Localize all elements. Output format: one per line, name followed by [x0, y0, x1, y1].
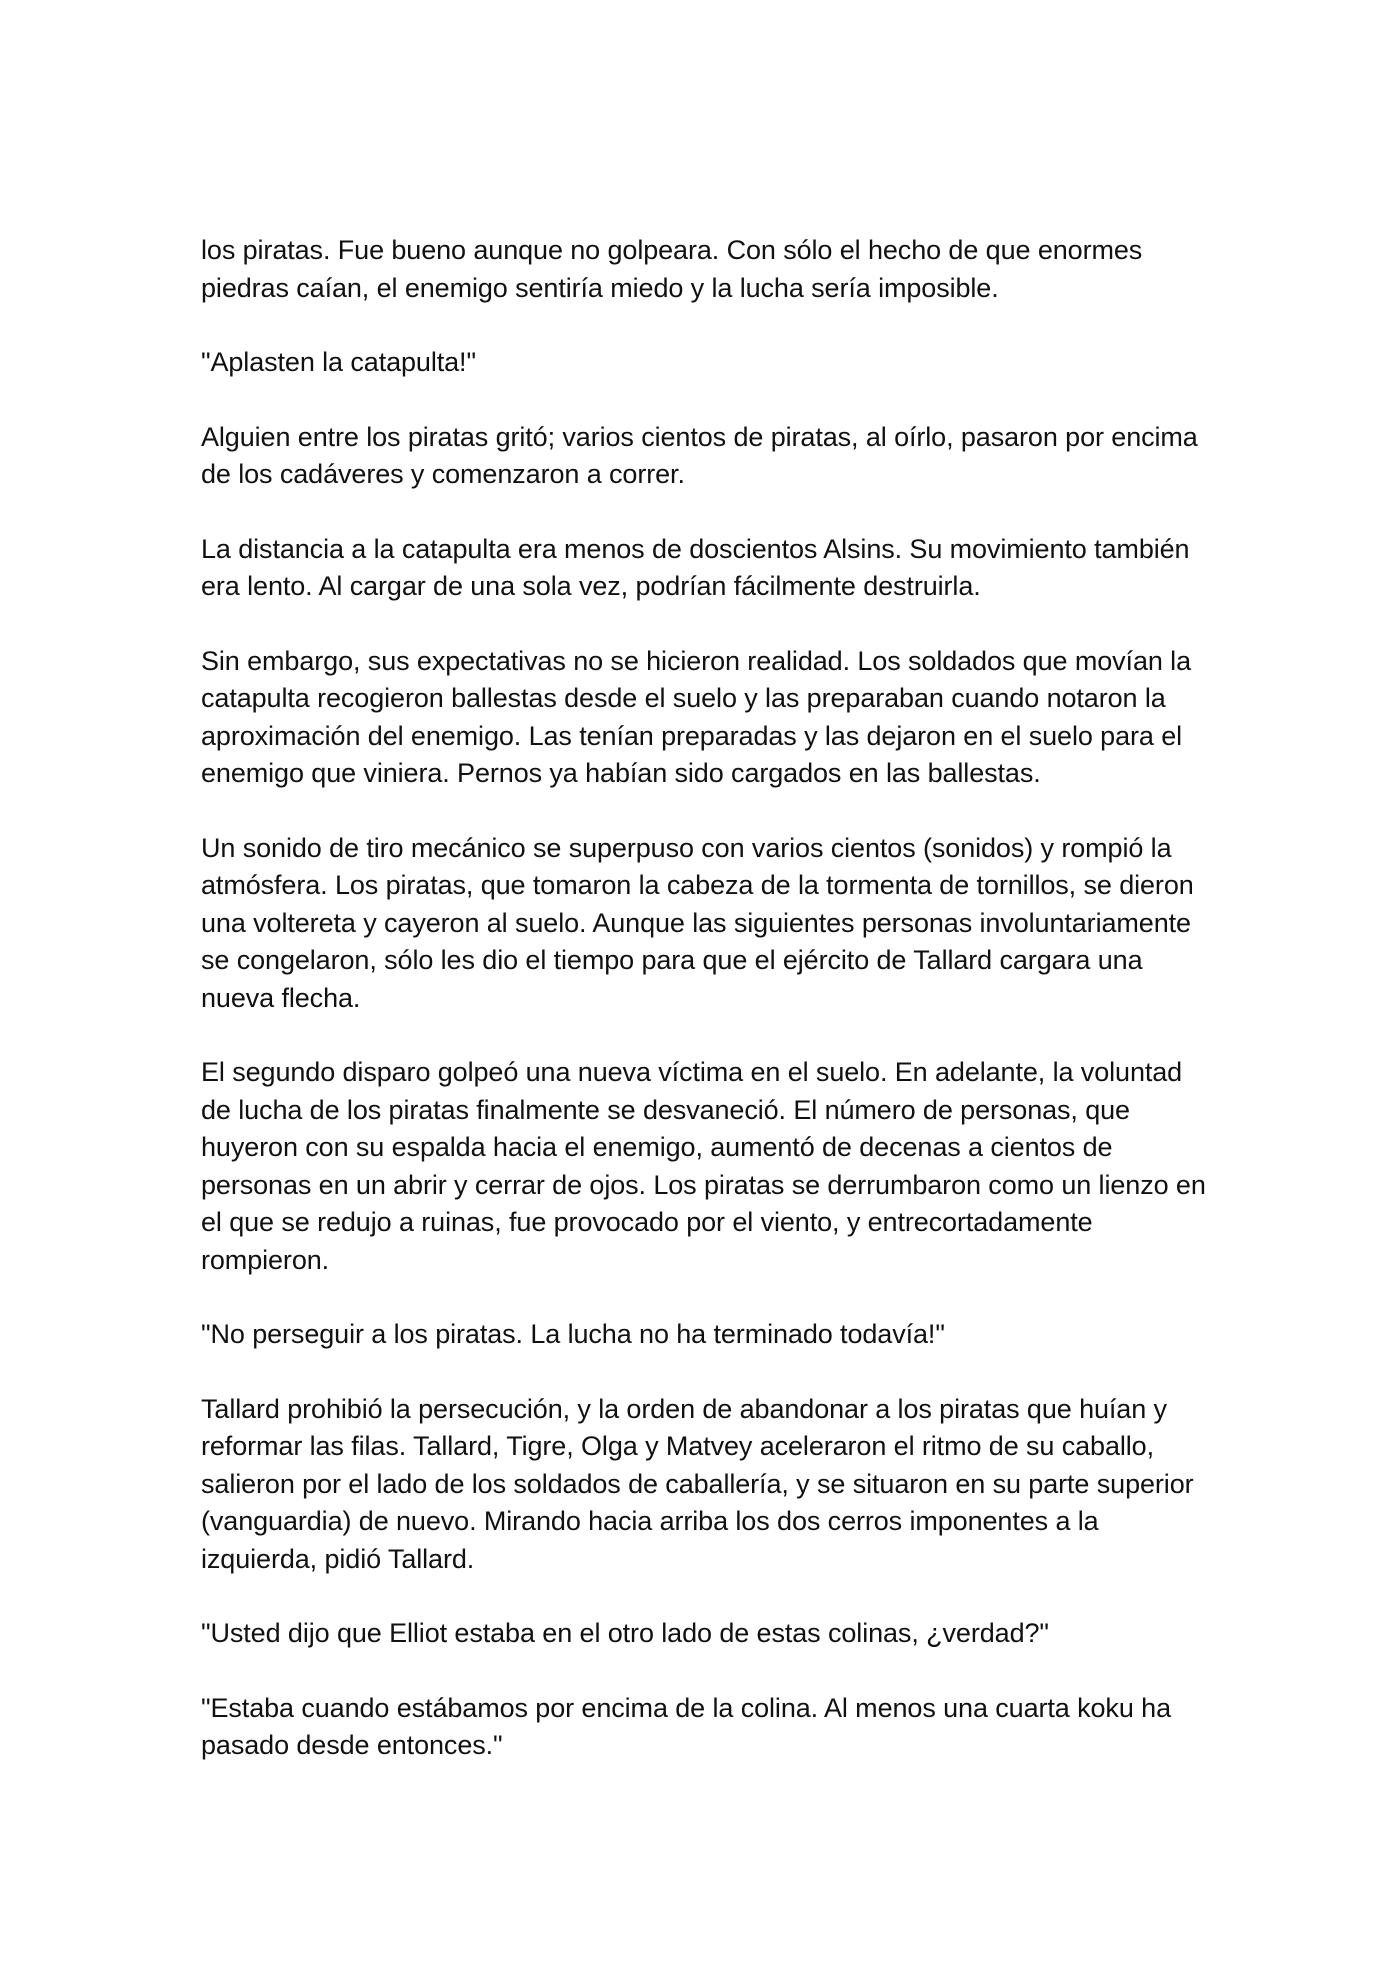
paragraph-5: Sin embargo, sus expectativas no se hicieron realidad. Los soldados que movían la catapulta recogieron ballestas desde el suelo y las preparaban cuando notaron la aproximación del enemigo. Las tenían preparadas y las dejaron en el suelo para el enemigo que viniera. Pernos ya habían sido cargados en las ballestas. — [201, 645, 1191, 788]
paragraph-1: los piratas. Fue bueno aunque no golpeara. Con sólo el hecho de que enormes piedras caían, el enemigo sentiría miedo y la lucha sería imposible. — [201, 235, 1143, 303]
paragraph-8: "No perseguir a los piratas. La lucha no ha terminado todavía!" — [201, 1319, 945, 1349]
paragraph-9: Tallard prohibió la persecución, y la orden de abandonar a los piratas que huían y reformar las filas. Tallard, Tigre, Olga y Matvey aceleraron el ritmo de su caballo, salieron por el lado de los soldados de caballería, y se situaron en su parte superior (vanguardia) de nuevo. Mirando hacia arriba los dos cerros imponentes a la izquierda, pidió Tallard. — [201, 1393, 1194, 1574]
paragraph-11: "Estaba cuando estábamos por encima de la colina. Al menos una cuarta koku ha pasado desde entonces." — [201, 1692, 1171, 1760]
document-body — [201, 232, 1211, 1802]
paragraph-10: "Usted dijo que Elliot estaba en el otro lado de estas colinas, ¿verdad?" — [201, 1618, 1049, 1648]
paragraph-6: Un sonido de tiro mecánico se superpuso con varios cientos (sonidos) y rompió la atmósfera. Los piratas, que tomaron la cabeza de la tormenta de tornillos, se dieron una voltereta y cayeron al suelo. Aunque las siguientes personas involuntariamente se congelaron, sólo les dio el tiempo para que el ejército de Tallard cargara una nueva flecha. — [201, 832, 1194, 1013]
paragraph-4: La distancia a la catapulta era menos de doscientos Alsins. Su movimiento también era lento. Al cargar de una sola vez, podrían fácilmente destruirla. — [201, 533, 1190, 601]
paragraph-2: "Aplasten la catapulta!" — [201, 347, 476, 377]
paragraph-7: El segundo disparo golpeó una nueva víctima en el suelo. En adelante, la voluntad de lucha de los piratas finalmente se desvaneció. El número de personas, que huyeron con su espalda hacia el enemigo, aumentó de decenas a cientos de personas en un abrir y cerrar de ojos. Los piratas se derrumbaron como un lienzo en el que se redujo a ruinas, fue provocado por el viento, y entrecortadamente rompieron. — [201, 1057, 1206, 1275]
paragraph-3: Alguien entre los piratas gritó; varios cientos de piratas, al oírlo, pasaron por encima de los cadáveres y comenzaron a correr. — [201, 421, 1198, 489]
